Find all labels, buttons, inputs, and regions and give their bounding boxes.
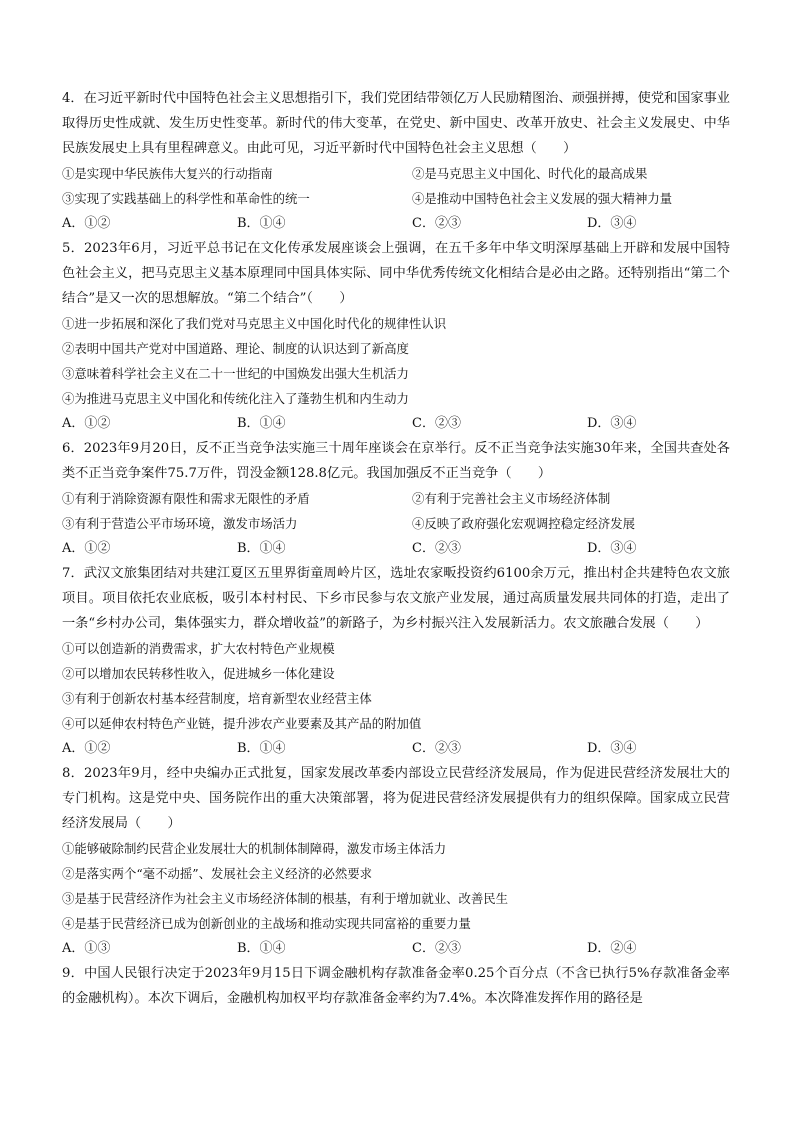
option-4: ④反映了政府强化宏观调控稳定经济发展 bbox=[412, 516, 636, 531]
option-3: ③有利于创新农村基本经营制度，培育新型农业经营主体 bbox=[62, 691, 372, 706]
answer-choices bbox=[62, 936, 730, 961]
question-stem: 4．在习近平新时代中国特色社会主义思想指引下，我们党团结带领亿万人民励精图治、顽强拼搏，使党和国家事业取得历史性成就、发生历史性变革。新时代的伟大变革，在党史、新中国史、改革开放史、社会主义发展史、中华民族发展史上具有里程碑意义。由此可见，习近平新时代中国特色社会主义思想（ ） bbox=[62, 91, 730, 156]
answer-c[interactable]: C．②③ bbox=[412, 216, 461, 231]
answer-b[interactable]: B．①④ bbox=[237, 541, 286, 556]
answer-choices bbox=[62, 536, 730, 561]
question-8 bbox=[62, 761, 730, 961]
option-1: ①进一步拓展和深化了我们党对马克思主义中国化时代化的规律性认识 bbox=[62, 316, 447, 331]
answer-a[interactable]: A．①② bbox=[62, 741, 111, 756]
option-2: ②是马克思主义中国化、时代化的最高成果 bbox=[412, 166, 648, 181]
option-4: ④是基于民营经济已成为创新创业的主战场和推动实现共同富裕的重要力量 bbox=[62, 916, 471, 931]
question-5 bbox=[62, 236, 730, 436]
option-row bbox=[62, 161, 730, 186]
option-3: ③有利于营造公平市场环境，激发市场活力 bbox=[62, 516, 298, 531]
question-6 bbox=[62, 436, 730, 561]
option-3: ③意味着科学社会主义在二十一世纪的中国焕发出强大生机活力 bbox=[62, 366, 409, 381]
answer-a[interactable]: A．①② bbox=[62, 541, 111, 556]
option-2: ②表明中国共产党对中国道路、理论、制度的认识达到了新高度 bbox=[62, 341, 409, 356]
option-row bbox=[62, 186, 730, 211]
option-2: ②有利于完善社会主义市场经济体制 bbox=[412, 491, 611, 506]
answer-c[interactable]: C．②③ bbox=[412, 741, 461, 756]
answer-c[interactable]: C．②③ bbox=[412, 941, 461, 956]
question-stem: 5．2023年6月，习近平总书记在文化传承发展座谈会上强调，在五千多年中华文明深厚基础上开辟和发展中国特色社会主义，把马克思主义基本原理同中国具体实际、同中华优秀传统文化相结合是必由之路。还特别指出“第二个结合”是又一次的思想解放。“第二个结合”（ ） bbox=[62, 241, 730, 306]
option-1: ①能够破除制约民营企业发展壮大的机制体制障碍，激发市场主体活力 bbox=[62, 841, 447, 856]
answer-choices bbox=[62, 736, 730, 761]
question-9 bbox=[62, 961, 730, 1011]
question-stem: 8．2023年9月，经中央编办正式批复，国家发展改革委内部设立民营经济发展局，作为促进民营经济发展壮大的专门机构。这是党中央、国务院作出的重大决策部署，将为促进民营经济发展提供有力的组织保障。国家成立民营经济发展局（ ） bbox=[62, 766, 730, 831]
question-stem: 9．中国人民银行决定于2023年9月15日下调金融机构存款准备金率0.25个百分点（不含已执行5%存款准备金率的金融机构）。本次下调后，金融机构加权平均存款准备金率约为7.4%。本次降准发挥作用的路径是 bbox=[62, 966, 730, 1006]
answer-b[interactable]: B．①④ bbox=[237, 741, 286, 756]
answer-d[interactable]: D．③④ bbox=[587, 216, 637, 231]
option-1: ①可以创造新的消费需求，扩大农村特色产业规模 bbox=[62, 641, 335, 656]
question-4 bbox=[62, 86, 730, 236]
option-row bbox=[62, 486, 730, 511]
answer-c[interactable]: C．②③ bbox=[412, 416, 461, 431]
answer-d[interactable]: D．③④ bbox=[587, 416, 637, 431]
exam-page bbox=[62, 86, 730, 1011]
option-3: ③是基于民营经济作为社会主义市场经济体制的根基，有利于增加就业、改善民生 bbox=[62, 891, 509, 906]
question-stem: 7．武汉文旅集团结对共建江夏区五里界街童周岭片区，选址农家畈投资约6100余万元，推出村企共建特色农文旅项目。项目依托农业底板，吸引本村村民、下乡市民参与农文旅产业发展，通过高质量发展共同体的打造，走出了一条“乡村办公司，集体强实力，群众增收益”的新路子，为乡村振兴注入发展新活力。农文旅融合发展（ ） bbox=[62, 566, 730, 631]
question-stem: 6．2023年9月20日，反不正当竞争法实施三十周年座谈会在京举行。反不正当竞争法实施30年来，全国共查处各类不正当竞争案件75.7万件，罚没金额128.8亿元。我国加强反不正当竞争（ ） bbox=[62, 441, 730, 481]
answer-a[interactable]: A．①② bbox=[62, 216, 111, 231]
option-1: ①是实现中华民族伟大复兴的行动指南 bbox=[62, 166, 273, 181]
question-7 bbox=[62, 561, 730, 761]
answer-d[interactable]: D．②④ bbox=[587, 941, 637, 956]
option-row bbox=[62, 511, 730, 536]
answer-a[interactable]: A．①② bbox=[62, 416, 111, 431]
option-2: ②可以增加农民转移性收入，促进城乡一体化建设 bbox=[62, 666, 335, 681]
answer-b[interactable]: B．①④ bbox=[237, 416, 286, 431]
answer-b[interactable]: B．①④ bbox=[237, 216, 286, 231]
answer-d[interactable]: D．③④ bbox=[587, 541, 637, 556]
option-4: ④为推进马克思主义中国化和传统化注入了蓬勃生机和内生动力 bbox=[62, 391, 409, 406]
answer-choices bbox=[62, 211, 730, 236]
option-1: ①有利于消除资源有限性和需求无限性的矛盾 bbox=[62, 491, 310, 506]
answer-c[interactable]: C．②③ bbox=[412, 541, 461, 556]
option-4: ④是推动中国特色社会主义发展的强大精神力量 bbox=[412, 191, 673, 206]
option-4: ④可以延伸农村特色产业链，提升涉农产业要素及其产品的附加值 bbox=[62, 716, 422, 731]
answer-a[interactable]: A．①③ bbox=[62, 941, 111, 956]
option-3: ③实现了实践基础上的科学性和革命性的统一 bbox=[62, 191, 310, 206]
option-2: ②是落实两个“毫不动摇”、发展社会主义经济的必然要求 bbox=[62, 866, 373, 881]
answer-d[interactable]: D．③④ bbox=[587, 741, 637, 756]
answer-b[interactable]: B．①④ bbox=[237, 941, 286, 956]
answer-choices bbox=[62, 411, 730, 436]
